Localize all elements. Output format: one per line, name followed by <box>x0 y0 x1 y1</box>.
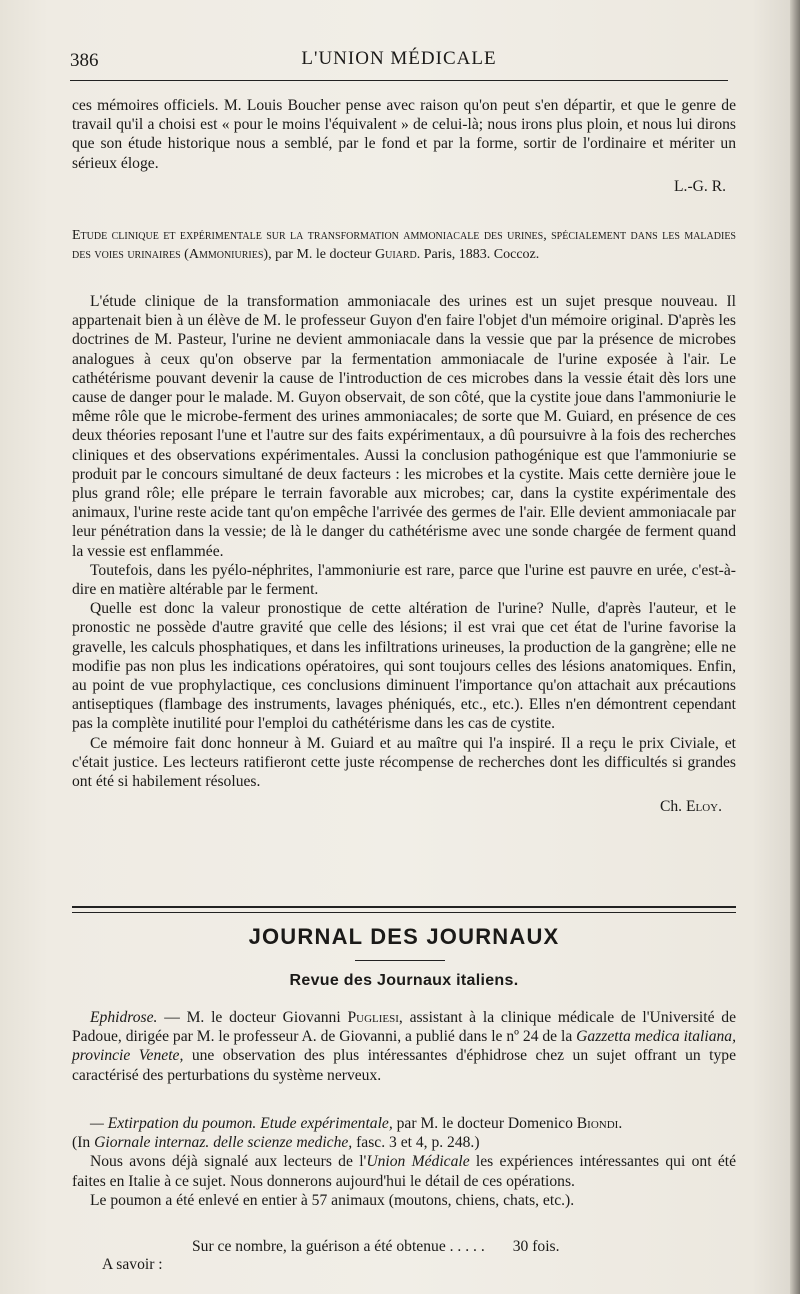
ephidrose-journal: Gazzetta medica italiana, provincie Venete, <box>72 1028 736 1065</box>
ephidrose-text-end: une observation des plus intéressantes d'éphidrose chez un sujet offrant un type caractérisé des perturbations du système nerveux. <box>72 1047 736 1084</box>
ephidrose-intro: — M. le docteur Giovanni <box>157 1009 348 1026</box>
review-heading <box>72 226 736 265</box>
signature-name: Eloy. <box>685 798 722 816</box>
review-body <box>72 292 736 816</box>
section-double-rule <box>72 906 736 913</box>
signature-prefix: Ch. <box>659 798 686 816</box>
header-rule <box>70 80 728 81</box>
result-row <box>192 1237 560 1256</box>
extirpation-by: par M. le docteur Domenico <box>392 1115 577 1132</box>
extirpation-heading <box>72 1114 736 1133</box>
prior-review-text: ces mémoires officiels. M. Louis Boucher pense avec raison qu'on peut s'en départir, et que le genre de travail qu'il a choisi est « pour le moins l'équivalent » de celui-là; nous irons plus ploin, et nous lui dirons que son étude historique nous a semblé, par le fond et par la forme, sortir de l'ordinaire et mériter un sérieux éloge. <box>72 97 736 172</box>
ephidrose-text: , assistant à la clinique médicale de l'Université de Padoue, dirigée par M. le professeur A. de Giovanni, a publié dans le nº 24 de la <box>72 1009 736 1046</box>
review-title: Etude clinique et expérimentale sur la transformation ammoniacale des urines, spécialement dans les maladies des voies urinaires (Ammoniuries) <box>72 228 736 263</box>
prior-review-ending <box>72 96 736 196</box>
extirpation-paragraph <box>72 1152 736 1190</box>
ephidrose-entry <box>72 1008 736 1085</box>
review-by: , par M. le docteur <box>268 247 372 263</box>
result-label: Sur ce nombre, la guérison a été obtenue . . . . . <box>192 1238 485 1255</box>
prior-review-signature: L.-G. R. <box>674 177 726 195</box>
extirpation-paragraph-2: Le poumon a été enlevé en entier à 57 animaux (moutons, chiens, chats, etc.). <box>90 1191 575 1209</box>
review-paragraph: L'étude clinique de la transformation ammoniacale des urines est un sujet presque nouveau. Il appartenait bien à un élève de M. le professeur Guyon d'en faire l'objet d'un mémoire original. D'après les doctrines de M. Pasteur, l'urine ne devient ammoniacale dans la vessie que par la présence de microbes analogues à ceux qu'on observe par la fermentation ammoniacale de l'urine exposée à l'air. Le cathétérisme pouvant devenir la cause de l'introduction de ces microbes dans la vessie était dès lors une cause de danger pour le malade. M. Guyon observait, de son côté, que la cystite joue dans l'ammoniurie le même rôle que le microbe-ferment des urines ammoniacales; de sorte que M. Guiard, en présence de ces deux théories reposant l'une et l'autre sur des faits expérimentaux, a dû poursuivre à la fois des recherches cliniques et des observations expérimentales. Aussi la conclusion pathogénique est que l'ammoniurie se produit par le concours simultané de deux facteurs : les microbes et la cystite. Mais cette dernière joue le plus grand rôle; elle prépare le terrain favorable aux microbes; car, dans la cystite expérimentale des animaux, l'urine reste acide tant qu'on empêche l'arrivée des germes de l'air. Elle devient ammoniacale par leur pénétration dans la vessie; de là le danger du cathétérisme avec une sonde chargée de ferment quand la vessie est enflammée. <box>72 293 736 560</box>
ref-journal: Giornale internaz. delle scienze mediche, <box>94 1134 353 1152</box>
savoir-label: A savoir : <box>102 1256 163 1273</box>
ref-rest: fasc. 3 et 4, p. 248.) <box>352 1134 480 1152</box>
page-header <box>70 44 728 74</box>
p1-journal: Union Médicale <box>366 1153 470 1171</box>
review-signature <box>72 797 736 816</box>
review-author: Guiard <box>374 247 417 263</box>
extirpation-reference <box>72 1133 736 1152</box>
p1-end: les expériences intéressantes qui ont été faites en Italie à ce sujet. Nous donnerons aujourd'hui le détail de ces opérations. <box>72 1153 736 1190</box>
ephidrose-author: Pugliesi <box>347 1009 399 1026</box>
extirpation-author: Biondi. <box>576 1115 623 1132</box>
review-paragraph: Quelle est donc la valeur pronostique de cette altération de l'urine? Nulle, d'après l'auteur, et le pronostic ne possède d'autre gravité que celle des lésions; il est vrai que cet état de l'urine favorise la gravelle, les calculs phosphatiques, et dans les infiltrations urineuses, la production de la gangrène; elle ne modifie pas non plus les indications opératoires, qui sont toujours celles des lésions anatomiques. Enfin, au point de vue prophylactique, ces conclusions diminuent l'importance qu'on attachait aux précautions antiseptiques (flambage des instruments, lavages phéniqués, etc., etc.). Elles n'en démontrent cependant pas la complète inutilité pour l'emploi du cathétérisme dans les cas de cystite. <box>72 600 736 733</box>
ref-open: (In <box>72 1134 95 1152</box>
p1-start: Nous avons déjà signalé aux lecteurs de l' <box>90 1153 367 1171</box>
review-publication: . Paris, 1883. Coccoz. <box>416 247 540 263</box>
extirpation-entry <box>72 1114 736 1210</box>
section-title: JOURNAL DES JOURNAUX <box>248 924 560 949</box>
review-paragraph: Ce mémoire fait donc honneur à M. Guiard et au maître qui l'a inspiré. Il a reçu le prix Civiale, et c'était justice. Les lecteurs ratifieront cette juste récompense de recherches dont les difficultés si grandes ont été si habilement résolues. <box>72 734 736 791</box>
review-paragraph: Toutefois, dans les pyélo-néphrites, l'ammoniurie est rare, parce que l'urine est pauvre en urée, c'est-à-dire en matière altérable par le ferment. <box>72 561 736 599</box>
ephidrose-term: Ephidrose. <box>90 1009 158 1026</box>
running-title: L'UNION MÉDICALE <box>301 48 497 69</box>
page-number: 386 <box>70 50 99 71</box>
page-edge <box>790 0 800 1294</box>
ephidrose-paragraph <box>72 1008 736 1085</box>
title-underline <box>355 960 445 961</box>
section-subtitle: Revue des Journaux italiens. <box>289 972 519 989</box>
extirpation-title: — Extirpation du poumon. Etude expérimentale, <box>90 1115 393 1132</box>
result-value: 30 fois. <box>512 1238 560 1255</box>
